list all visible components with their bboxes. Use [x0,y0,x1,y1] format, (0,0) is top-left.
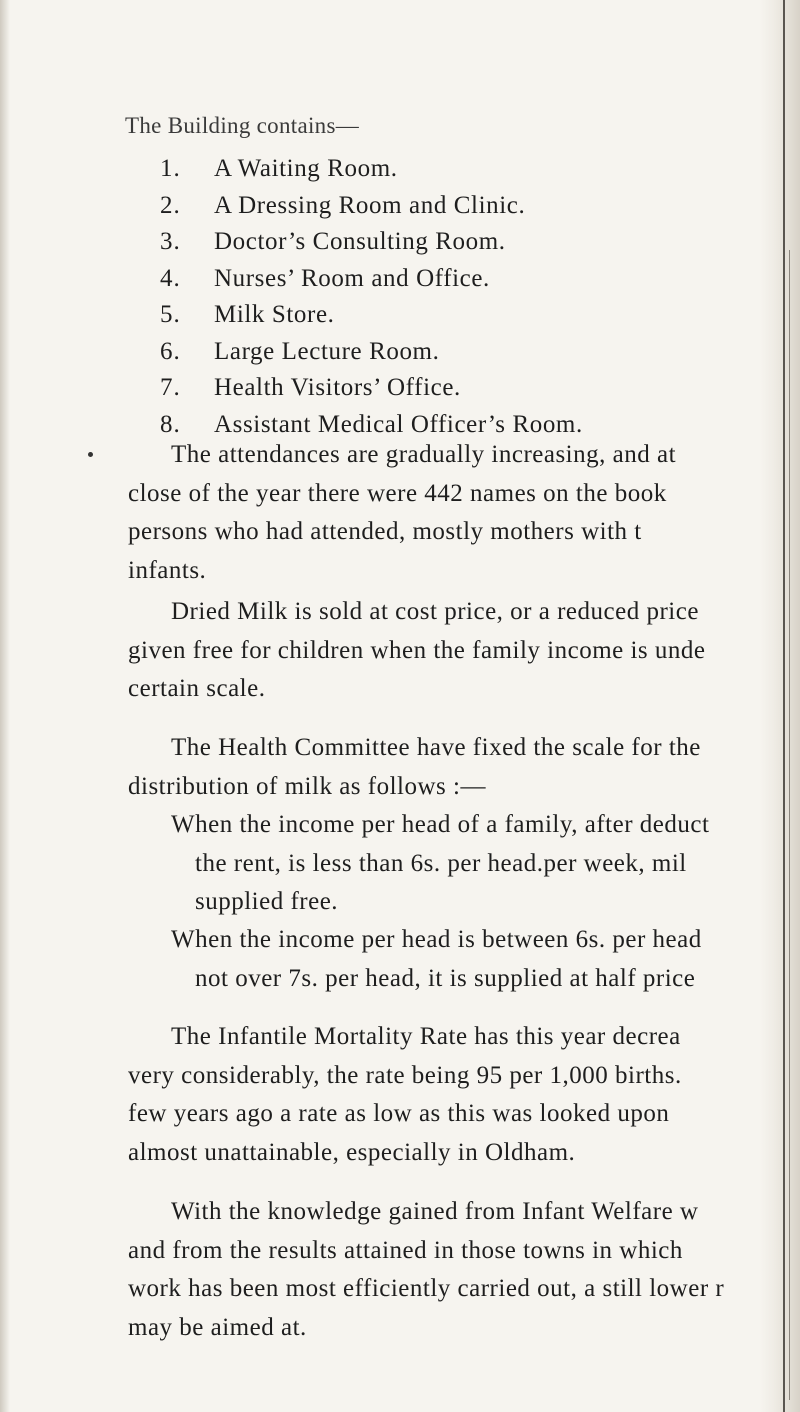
item-number: 8. [160,410,181,438]
paragraph-line: distribution of milk as follows :— [128,772,486,800]
paragraph-line: The Health Committee have fixed the scale for the [171,734,701,761]
attendances-paragraph [128,436,800,590]
paragraph-line: given free for children when the family income is unde [128,636,706,664]
paragraph-line: Dried Milk is sold at cost price, or a reduced price [171,598,699,625]
item-text: A Waiting Room. [214,155,398,182]
list-item [160,262,583,299]
building-heading: The Building contains— [125,113,360,138]
item-number: 5. [160,301,181,328]
paragraph-line: With the knowledge gained from Infant Welfare w [171,1198,699,1225]
item-number: 2. [160,191,181,219]
item-text: Nurses’ Room and Office. [214,264,490,292]
income-less-clause [171,806,709,922]
item-text: Milk Store. [214,301,335,328]
clause-line: When the income per head of a family, after deduct [171,811,710,838]
mortality-paragraph [128,1018,800,1172]
item-text: Health Visitors’ Office. [214,374,461,401]
item-text: Doctor’s Consulting Room. [214,228,506,255]
paragraph-line: very considerably, the rate being 95 per 1,000 births. [128,1061,682,1089]
stray-mark [88,452,93,457]
income-between-clause [171,921,702,998]
committee-paragraph [128,729,800,806]
clause-line: When the income per head is between 6s. per head [171,926,702,953]
page-left-shadow [0,0,10,1412]
item-number: 6. [160,337,181,365]
paragraph-line: The Infantile Mortality Rate has this year decrea [171,1023,681,1050]
clause-line: supplied free. [195,888,339,915]
clause-line: not over 7s. per head, it is supplied at half price [195,964,696,992]
list-item [160,189,583,226]
item-number: 1. [160,155,181,182]
clause-line: the rent, is less than 6s. per head.per week, mil [195,849,687,877]
item-number: 4. [160,264,181,292]
item-text: Assistant Medical Officer’s Room. [214,410,583,438]
list-item [160,152,583,189]
paragraph-line: almost unattainable, especially in Oldham. [128,1138,576,1166]
knowledge-paragraph [128,1193,800,1347]
list-item [160,225,583,262]
list-item [160,371,583,408]
paragraph-line: few years ago a rate as low as this was looked upon [128,1100,670,1127]
rooms-list [160,152,583,444]
paragraph-line: and from the results attained in those towns in which [128,1236,683,1264]
paragraph-line: may be aimed at. [128,1313,307,1341]
dried-milk-paragraph [128,593,800,709]
item-text: Large Lecture Room. [214,337,440,365]
list-item [160,335,583,372]
item-text: A Dressing Room and Clinic. [214,191,526,219]
paragraph-line: infants. [128,556,207,584]
paragraph-line: work has been most efficiently carried out, a still lower r [128,1275,725,1302]
item-number: 3. [160,228,181,255]
paragraph-line: close of the year there were 442 names on the book [128,479,667,507]
paragraph-line: persons who had attended, mostly mothers with t [128,518,642,545]
item-number: 7. [160,374,181,401]
list-item [160,298,583,335]
paragraph-line: certain scale. [128,675,266,702]
paragraph-line: The attendances are gradually increasing, and at [171,441,677,468]
